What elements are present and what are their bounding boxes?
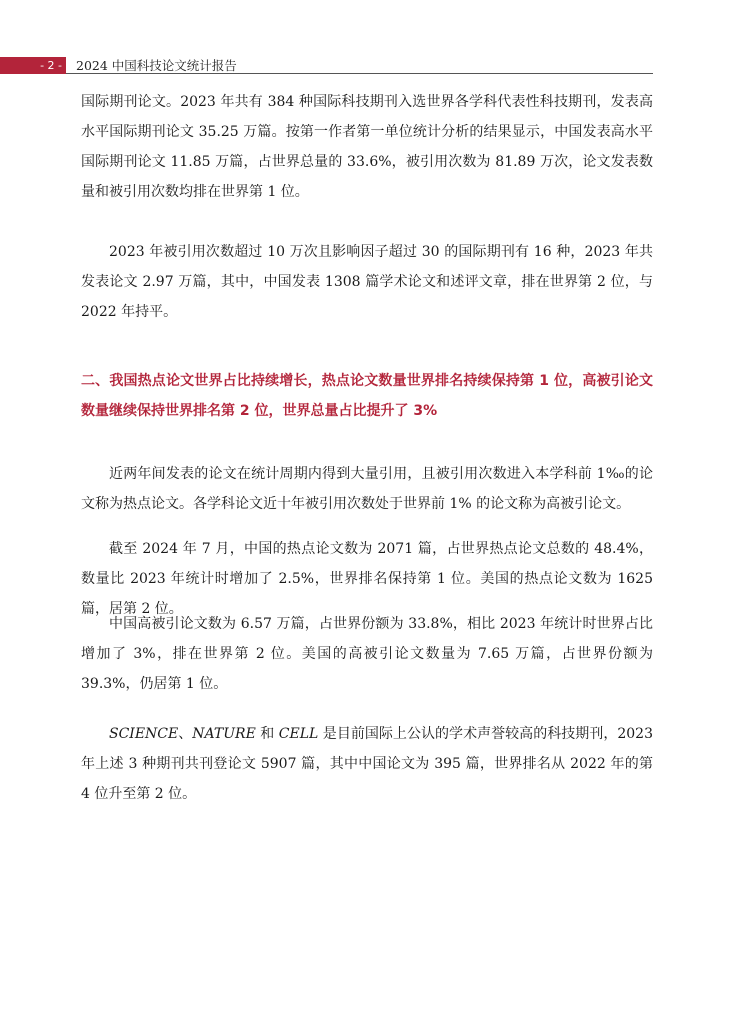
paragraph-high-impact-journals: 2023 年被引用次数超过 10 万次且影响因子超过 30 的国际期刊有 16 种，2023 年共发表论文 2.97 万篇，其中，中国发表 1308 篇学术论文和述评文章，排在世界第 2 位，与 2022 年持平。 (81, 244, 653, 320)
journal-science: SCIENCE (109, 726, 179, 742)
paragraph-definitions: 近两年间发表的论文在统计周期内得到大量引用，且被引用次数进入本学科前 1‰的论文称为热点论文。各学科论文近十年被引用次数处于世界前 1% 的论文称为高被引论文。 (81, 466, 653, 512)
paragraph-highly-cited: 中国高被引论文数为 6.57 万篇，占世界份额为 33.8%，相比 2023 年统计时世界占比增加了 3%，排在世界第 2 位。美国的高被引论文数量为 7.65 万篇，占世界份额为 39.3%，仍居第 1 位。 (81, 616, 653, 692)
section-heading: 二、我国热点论文世界占比持续增长，热点论文数量世界排名持续保持第 1 位，高被引论文数量继续保持世界排名第 2 位，世界总量占比提升了 3% (81, 373, 653, 419)
page-number-badge: - 2 - (0, 57, 66, 74)
page-header (0, 57, 730, 75)
journal-nature: NATURE (192, 726, 256, 742)
conjunction: 和 (255, 726, 279, 742)
separator: 、 (178, 726, 193, 742)
paragraph-hot-papers: 截至 2024 年 7 月，中国的热点论文数为 2071 篇，占世界热点论文总数的 48.4%，数量比 2023 年统计时增加了 2.5%，世界排名保持第 1 位。美国的热点论文数为 1625 篇，居第 2 位。 (81, 541, 653, 617)
journal-cell: CELL (278, 726, 319, 742)
paragraph-intl-journals: 国际期刊论文。2023 年共有 384 种国际科技期刊入选世界各学科代表性科技期刊，发表高水平国际期刊论文 35.25 万篇。按第一作者第一单位统计分析的结果显示，中国发表高水平国际期刊论文 11.85 万篇，占世界总量的 33.6%，被引用次数为 81.89 万次，论文发表数量和被引用次数均排在世界第 1 位。 (81, 94, 653, 200)
running-title: 2024 中国科技论文统计报告 (76, 58, 237, 73)
paragraph-top-journals-text: 是目前国际上公认的学术声誉较高的科技期刊，2023 年上述 3 种期刊共刊登论文 5907 篇，其中中国论文为 395 篇，世界排名从 2022 年的第 4 位升至第 2 位。 (81, 726, 654, 802)
paragraph-top-journals (81, 719, 653, 809)
header-divider (66, 73, 653, 74)
